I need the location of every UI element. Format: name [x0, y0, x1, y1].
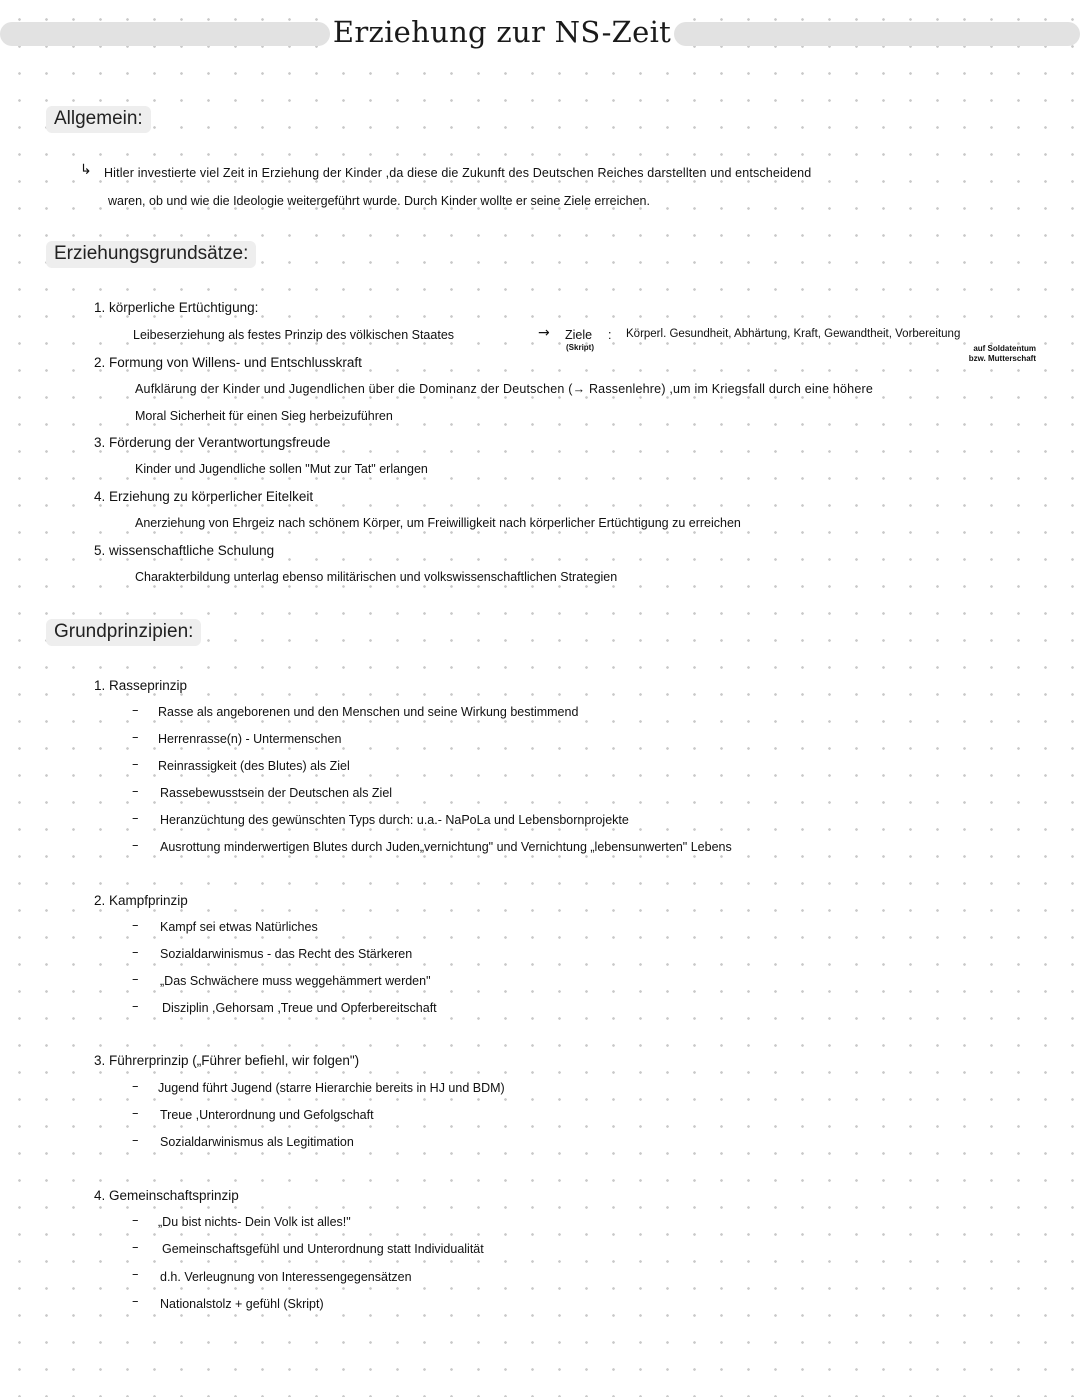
grundsatz-1-skript: (Skript) — [566, 343, 594, 352]
bullet-dash: – — [132, 811, 139, 826]
bullet-dash: – — [132, 703, 139, 718]
grundsatz-3-line: Kinder und Jugendliche sollen "Mut zur Tat" erlangen — [135, 462, 428, 476]
bullet-dash: – — [132, 945, 139, 960]
grundsatz-1-colon: : — [608, 328, 612, 342]
prinzip-2-title: 2. Kampfprinzip — [94, 893, 188, 908]
prinzip-4-bullet-2: Gemeinschaftsgefühl und Unterordnung statt Individualität — [162, 1242, 484, 1256]
bullet-dash: – — [132, 757, 139, 772]
grundsatz-2-line-1: Aufklärung der Kinder und Jugendlichen über die Dominanz der Deutschen (→ Rassenlehre) ,um im Kriegsfall durch eine höhere — [135, 382, 873, 396]
heading-erziehungsgrundsaetze: Erziehungsgrundsätze: — [46, 241, 256, 268]
page-title: Erziehung zur NS-Zeit — [330, 12, 674, 52]
bullet-dash: – — [132, 784, 139, 799]
prinzip-1-title: 1. Rasseprinzip — [94, 678, 188, 693]
bullet-dash: – — [132, 999, 139, 1014]
bullet-dash: – — [132, 1106, 139, 1121]
prinzip-1-bullet-5: Heranzüchtung des gewünschten Typs durch: u.a.- NaPoLa und Lebensbornprojekte — [160, 813, 629, 827]
bullet-dash: – — [132, 1240, 139, 1255]
grundsatz-1-goals: Körperl. Gesundheit, Abhärtung, Kraft, Gewandtheit, Vorbereitung — [626, 328, 961, 340]
prinzip-2-bullet-2: Sozialdarwinismus - das Recht des Stärkeren — [160, 947, 413, 961]
prinzip-4-title: 4. Gemeinschaftsprinzip — [94, 1188, 239, 1203]
prinzip-3-title: 3. Führerprinzip („Führer befiehl, wir folgen") — [94, 1053, 360, 1068]
allgemein-line-1: Hitler investierte viel Zeit in Erziehung der Kinder ,da diese die Zukunft des Deutschen Reiches darstellten und entscheidend — [104, 166, 812, 180]
allgemein-line-2: waren, ob und wie die Ideologie weitergeführt wurde. Durch Kinder wollte er seine Ziele erreichen. — [108, 194, 650, 208]
bullet-dash: – — [132, 918, 139, 933]
grundsatz-1-note-2: bzw. Mutterschaft — [968, 354, 1036, 363]
grundsatz-3-title: 3. Förderung der Verantwortungsfreude — [94, 435, 331, 450]
arrow-right-icon: → — [538, 325, 550, 341]
grundsatz-4-title: 4. Erziehung zu körperlicher Eitelkeit — [94, 489, 314, 504]
bullet-dash: – — [132, 1213, 139, 1228]
prinzip-1-bullet-2: Herrenrasse(n) - Untermenschen — [158, 732, 342, 746]
prinzip-4-bullet-1: „Du bist nichts- Dein Volk ist alles!" — [158, 1215, 351, 1229]
prinzip-1-bullet-1: Rasse als angeborenen und den Menschen und seine Wirkung bestimmend — [158, 705, 579, 719]
prinzip-4-bullet-3: d.h. Verleugnung von Interessengegensätzen — [160, 1270, 412, 1284]
prinzip-3-bullet-1: Jugend führt Jugend (starre Hierarchie bereits in HJ und BDM) — [158, 1081, 505, 1095]
bullet-dash: – — [132, 1133, 139, 1148]
grundsatz-1-line: Leibeserziehung als festes Prinzip des völkischen Staates — [133, 328, 455, 342]
prinzip-1-bullet-4: Rassebewusstsein der Deutschen als Ziel — [160, 786, 393, 800]
prinzip-1-bullet-6: Ausrottung minderwertigen Blutes durch Juden„vernichtung" und Vernichtung „lebensunwerten" Lebens — [160, 840, 732, 854]
bullet-dash: – — [132, 1294, 139, 1309]
grundsatz-4-line: Anerziehung von Ehrgeiz nach schönem Körper, um Freiwilligkeit nach körperlicher Ertüchtigung zu erreichen — [135, 516, 741, 530]
prinzip-2-bullet-4: Disziplin ,Gehorsam ,Treue und Opferbereitschaft — [162, 1001, 437, 1015]
grundsatz-2-title: 2. Formung von Willens- und Entschlusskraft — [94, 355, 362, 370]
heading-allgemein: Allgemein: — [46, 106, 151, 133]
grundsatz-1-title: 1. körperliche Ertüchtigung: — [94, 300, 259, 315]
grundsatz-5-line: Charakterbildung unterlag ebenso militärischen und volkswissenschaftlichen Strategien — [135, 570, 618, 584]
title-band-right — [674, 22, 1080, 46]
grundsatz-1-ziele: Ziele — [565, 328, 593, 342]
grundsatz-1-note-1: auf Soldatentum — [973, 344, 1036, 353]
bullet-dash: – — [132, 1267, 139, 1282]
grundsatz-5-title: 5. wissenschaftliche Schulung — [94, 543, 275, 558]
prinzip-4-bullet-4: Nationalstolz + gefühl (Skript) — [160, 1297, 324, 1311]
bullet-dash: – — [132, 972, 139, 987]
bullet-dash: – — [132, 1079, 139, 1094]
prinzip-2-bullet-3: „Das Schwächere muss weggehämmert werden" — [160, 974, 431, 988]
prinzip-3-bullet-3: Sozialdarwinismus als Legitimation — [160, 1135, 354, 1149]
bullet-dash: – — [132, 838, 139, 853]
grundsatz-2-line-2: Moral Sicherheit für einen Sieg herbeizuführen — [135, 409, 393, 423]
prinzip-1-bullet-3: Reinrassigkeit (des Blutes) als Ziel — [158, 759, 350, 773]
heading-grundprinzipien: Grundprinzipien: — [46, 619, 201, 646]
bullet-dash: – — [132, 730, 139, 745]
arrow-icon: ↳ — [80, 162, 92, 178]
prinzip-2-bullet-1: Kampf sei etwas Natürliches — [160, 920, 318, 934]
prinzip-3-bullet-2: Treue ,Unterordnung und Gefolgschaft — [160, 1108, 374, 1122]
title-band-left — [0, 22, 330, 46]
